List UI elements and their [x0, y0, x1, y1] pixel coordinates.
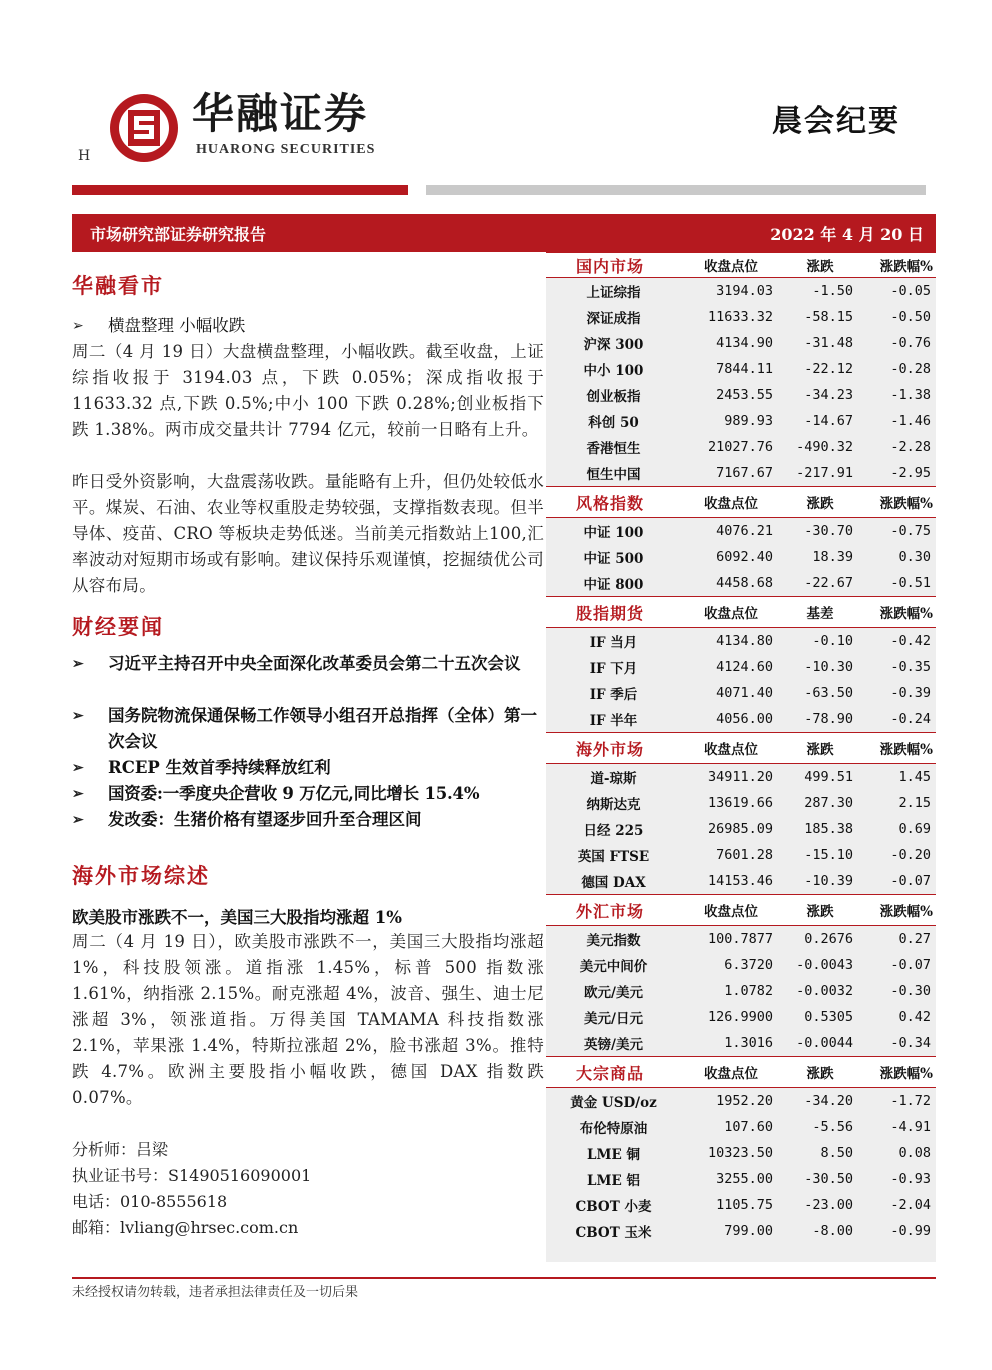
- cell-value: 7167.67: [716, 465, 773, 481]
- cell-value: 7844.11: [716, 361, 773, 377]
- header-red-bar: [72, 185, 408, 195]
- cell-value: 0.42: [898, 1009, 931, 1025]
- cell-value: 4071.40: [716, 685, 773, 701]
- cell-value: -22.12: [804, 361, 853, 377]
- table-row: [546, 1030, 936, 1056]
- table-column-header: 收盘点位: [704, 606, 758, 622]
- cell-value: 11633.32: [707, 309, 773, 325]
- cell-value: -2.95: [890, 465, 931, 481]
- cell-value: 0.5305: [804, 1009, 853, 1025]
- cell-value: 1.45: [898, 769, 931, 785]
- row-label: 中证 800: [583, 577, 644, 593]
- cell-value: -0.0043: [796, 957, 853, 973]
- cell-value: -1.50: [812, 283, 853, 299]
- table-row: [546, 1140, 936, 1166]
- cell-value: 287.30: [804, 795, 853, 811]
- cell-value: 21027.76: [707, 439, 773, 455]
- row-label: 布伦特原油: [579, 1121, 648, 1137]
- table-section-title: 国内市场: [576, 256, 645, 276]
- cell-value: -0.10: [812, 633, 853, 649]
- cell-value: -0.51: [890, 575, 931, 591]
- footer-divider: [72, 1277, 936, 1279]
- side-mark: H: [78, 148, 91, 164]
- bullet-arrow-icon: ➢: [72, 812, 84, 828]
- cell-value: -0.05: [890, 283, 931, 299]
- cell-value: -0.24: [890, 711, 931, 727]
- cell-value: -0.07: [890, 957, 931, 973]
- section-title-news: 财经要闻: [72, 614, 164, 639]
- cell-value: 4056.00: [716, 711, 773, 727]
- footer-disclaimer: 未经授权请勿转载，违者承担法律责任及一切后果: [72, 1285, 359, 1300]
- table-column-header: 涨跌幅%: [879, 606, 933, 622]
- cell-value: 4124.60: [716, 659, 773, 675]
- brand-name-cn: 华融证券: [192, 89, 369, 138]
- table-row: [546, 544, 936, 570]
- news-item: ➢ 发改委：生猪价格有望逐步回升至合理区间: [72, 807, 546, 833]
- row-label: IF 季后: [589, 687, 638, 703]
- cell-value: -10.39: [804, 873, 853, 889]
- table-row: [546, 978, 936, 1004]
- table-column-header: 涨跌幅%: [879, 1066, 933, 1082]
- news-item: ➢ 国务院物流保通保畅工作领导小组召开总指挥（全体）第一次会议: [72, 703, 546, 755]
- table-row: [546, 304, 936, 330]
- news-item: ➢ 国资委:一季度央企营收 9 万亿元,同比增长 15.4%: [72, 781, 552, 807]
- row-label: 上证综指: [586, 285, 641, 301]
- table-row: [546, 654, 936, 680]
- brand-name-en: HUARONG SECURITIES: [196, 142, 376, 157]
- cell-value: 4076.21: [716, 523, 773, 539]
- cell-value: -34.23: [804, 387, 853, 403]
- table-column-header: 涨跌: [806, 259, 834, 275]
- cell-value: -0.34: [890, 1035, 931, 1051]
- cell-value: -0.0032: [796, 983, 853, 999]
- table-section-title: 风格指数: [576, 493, 645, 513]
- cell-value: -0.07: [890, 873, 931, 889]
- table-row: [546, 278, 936, 304]
- table-column-header: 收盘点位: [704, 259, 758, 275]
- table-section-title: 大宗商品: [576, 1063, 645, 1083]
- cell-value: -217.91: [796, 465, 853, 481]
- cell-value: -63.50: [804, 685, 853, 701]
- table-row: [546, 570, 936, 596]
- row-label: CBOT 玉米: [575, 1225, 652, 1241]
- row-label: 创业板指: [586, 389, 641, 405]
- table-row: [546, 706, 936, 732]
- cell-value: 6092.40: [716, 549, 773, 565]
- cell-value: 4458.68: [716, 575, 773, 591]
- table-header-row: [546, 894, 936, 926]
- table-column-header: 涨跌: [806, 1066, 834, 1082]
- cell-value: -0.30: [890, 983, 931, 999]
- cell-value: -2.04: [890, 1197, 931, 1213]
- table-row: [546, 518, 936, 544]
- cell-value: -0.35: [890, 659, 931, 675]
- table-row: [546, 628, 936, 654]
- cell-value: 0.27: [898, 931, 931, 947]
- table-column-header: 涨跌幅%: [879, 904, 933, 920]
- table-row: [546, 1004, 936, 1030]
- cell-value: 126.9900: [707, 1009, 773, 1025]
- table-row: [546, 868, 936, 894]
- table-row: [546, 330, 936, 356]
- row-label: 美元/日元: [584, 1011, 643, 1027]
- table-column-header: 收盘点位: [704, 1066, 758, 1082]
- row-label: 纳斯达克: [586, 797, 641, 813]
- table-row: [546, 790, 936, 816]
- row-label: CBOT 小麦: [575, 1199, 652, 1215]
- table-row: [546, 1166, 936, 1192]
- cell-value: 0.30: [898, 549, 931, 565]
- table-row: [546, 1218, 936, 1244]
- cell-value: 185.38: [804, 821, 853, 837]
- table-row: [546, 816, 936, 842]
- table-section-title: 股指期货: [576, 603, 645, 623]
- news-item: ➢ RCEP 生效首季持续释放红利: [72, 755, 546, 781]
- table-column-header: 收盘点位: [704, 496, 758, 512]
- row-label: IF 当月: [589, 635, 638, 651]
- cell-value: 499.51: [804, 769, 853, 785]
- table-header-row: [546, 252, 936, 278]
- analyst-name: 分析师：吕梁: [72, 1140, 169, 1159]
- cell-value: 6.3720: [724, 957, 773, 973]
- table-column-header: 基差: [806, 606, 834, 622]
- table-column-header: 涨跌: [806, 742, 834, 758]
- cell-value: -0.39: [890, 685, 931, 701]
- table-row: [546, 1088, 936, 1114]
- banner-date: 2022 年 4 月 20 日: [770, 224, 924, 244]
- cell-value: -30.70: [804, 523, 853, 539]
- cell-value: -0.20: [890, 847, 931, 863]
- cell-value: -14.67: [804, 413, 853, 429]
- table-row: [546, 460, 936, 486]
- row-label: 中证 100: [583, 525, 644, 541]
- report-type-title: 晨会纪要: [772, 104, 900, 139]
- cell-value: 0.2676: [804, 931, 853, 947]
- row-label: 黄金 USD/oz: [570, 1095, 657, 1111]
- analyst-cert: 执业证书号：S1490516090001: [72, 1166, 312, 1185]
- table-row: [546, 926, 936, 952]
- cell-value: -0.76: [890, 335, 931, 351]
- cell-value: -30.50: [804, 1171, 853, 1187]
- table-section-title: 外汇市场: [576, 901, 645, 921]
- bullet-arrow-icon: ➢: [72, 760, 84, 776]
- cell-value: 1105.75: [716, 1197, 773, 1213]
- analyst-phone: 电话：010-8555618: [72, 1192, 228, 1211]
- cell-value: -1.38: [890, 387, 931, 403]
- table-column-header: 收盘点位: [704, 904, 758, 920]
- cell-value: 4134.90: [716, 335, 773, 351]
- cell-value: 1.0782: [724, 983, 773, 999]
- cell-value: 2.15: [898, 795, 931, 811]
- cell-value: -4.91: [890, 1119, 931, 1135]
- overseas-paragraph: 周二（4 月 19 日），欧美股市涨跌不一，美国三大股指均涨超 1%，科技股领涨。道指涨 1.45%，标普 500 指数涨 1.61%，纳指涨 2.15%。耐克涨超 4%，波音、强生、迪士尼涨超 3%，领涨道指。万得美国 TAMAMA 科技指数涨 2.1%，苹果涨 1.4%，特斯拉涨超 2%，脸书涨超 3%。推特跌 4.7%。欧洲主要股指小幅收跌，德国 DAX 指数跌 0.07%。: [72, 932, 544, 1107]
- header-gray-bar: [426, 185, 926, 195]
- row-label: 美元指数: [586, 933, 641, 949]
- market-view-headline: ➢ 横盘整理 小幅收跌: [72, 313, 546, 339]
- cell-value: 989.93: [724, 413, 773, 429]
- cell-value: 10323.50: [707, 1145, 773, 1161]
- cell-value: -31.48: [804, 335, 853, 351]
- row-label: 科创 50: [588, 415, 639, 431]
- table-row: [546, 952, 936, 978]
- table-column-header: 涨跌: [806, 904, 834, 920]
- row-label: IF 下月: [589, 661, 638, 677]
- table-row: [546, 408, 936, 434]
- row-label: 英国 FTSE: [577, 849, 650, 865]
- row-label: 中小 100: [583, 363, 644, 379]
- table-row: [546, 1192, 936, 1218]
- table-column-header: 涨跌幅%: [879, 259, 933, 275]
- cell-value: -23.00: [804, 1197, 853, 1213]
- cell-value: -0.50: [890, 309, 931, 325]
- table-header-row: [546, 486, 936, 518]
- table-column-header: 涨跌: [806, 496, 834, 512]
- row-label: 恒生中国: [586, 467, 641, 483]
- cell-value: -78.90: [804, 711, 853, 727]
- section-title-overseas: 海外市场综述: [72, 863, 210, 888]
- huarong-logo-icon: [108, 92, 180, 164]
- cell-value: -1.72: [890, 1093, 931, 1109]
- cell-value: 100.7877: [707, 931, 773, 947]
- row-label: IF 半年: [589, 713, 638, 729]
- table-row: [546, 434, 936, 460]
- cell-value: 4134.80: [716, 633, 773, 649]
- table-header-row: [546, 732, 936, 764]
- cell-value: 18.39: [812, 549, 853, 565]
- cell-value: 13619.66: [707, 795, 773, 811]
- cell-value: -5.56: [812, 1119, 853, 1135]
- table-column-header: 涨跌幅%: [879, 496, 933, 512]
- overseas-subtitle: 欧美股市涨跌不一，美国三大股指均涨超 1%: [72, 908, 402, 927]
- cell-value: 8.50: [820, 1145, 853, 1161]
- cell-value: 1952.20: [716, 1093, 773, 1109]
- cell-value: 0.08: [898, 1145, 931, 1161]
- cell-value: 107.60: [724, 1119, 773, 1135]
- table-row: [546, 764, 936, 790]
- cell-value: -2.28: [890, 439, 931, 455]
- table-header-row: [546, 596, 936, 628]
- table-column-header: 收盘点位: [704, 742, 758, 758]
- table-row: [546, 382, 936, 408]
- bullet-arrow-icon: ➢: [72, 708, 84, 724]
- table-row: [546, 356, 936, 382]
- row-label: 日经 225: [583, 823, 644, 839]
- report-banner: [72, 214, 936, 252]
- row-label: 德国 DAX: [581, 875, 646, 891]
- table-row: [546, 680, 936, 706]
- cell-value: -0.0044: [796, 1035, 853, 1051]
- cell-value: -0.93: [890, 1171, 931, 1187]
- cell-value: 799.00: [724, 1223, 773, 1239]
- cell-value: 7601.28: [716, 847, 773, 863]
- section-title-market-view: 华融看市: [72, 273, 164, 298]
- row-label: 英镑/美元: [584, 1037, 643, 1053]
- table-row: [546, 1114, 936, 1140]
- market-view-paragraph-2: 昨日受外资影响，大盘震荡收跌。量能略有上升，但仍处较低水平。煤炭、石油、农业等权重股走势较强，支撑指数表现。但半导体、疫苗、CRO 等板块走势低迷。当前美元指数站上100,汇率波动对短期市场或有影响。建议保持乐观谨慎，挖掘绩优公司从容布局。: [72, 472, 544, 595]
- row-label: 沪深 300: [583, 337, 644, 353]
- table-header-row: [546, 1056, 936, 1088]
- row-label: 香港恒生: [586, 441, 641, 457]
- bullet-arrow-icon: ➢: [72, 318, 84, 334]
- row-label: 美元中间价: [579, 959, 648, 975]
- bullet-arrow-icon: ➢: [72, 656, 84, 672]
- cell-value: -34.20: [804, 1093, 853, 1109]
- cell-value: -1.46: [890, 413, 931, 429]
- cell-value: 0.69: [898, 821, 931, 837]
- market-view-paragraph-1: 周二（4 月 19 日）大盘横盘整理，小幅收跌。截至收盘，上证综指收报于 3194.03 点，下跌 0.05%；深成指收报于 11633.32 点,下跌 0.5%;中小 100 下跌 0.28%;创业板指下跌 1.38%。两市成交量共计 7794 亿元，较前一日略有上升。: [72, 342, 544, 439]
- table-row: [546, 842, 936, 868]
- cell-value: -10.30: [804, 659, 853, 675]
- row-label: LME 铝: [587, 1173, 640, 1189]
- cell-value: -22.67: [804, 575, 853, 591]
- cell-value: 26985.09: [707, 821, 773, 837]
- row-label: 道-琼斯: [590, 771, 637, 787]
- cell-value: -490.32: [796, 439, 853, 455]
- cell-value: 2453.55: [716, 387, 773, 403]
- cell-value: 1.3016: [724, 1035, 773, 1051]
- cell-value: -58.15: [804, 309, 853, 325]
- cell-value: -0.28: [890, 361, 931, 377]
- table-section-title: 海外市场: [576, 739, 645, 759]
- cell-value: -0.42: [890, 633, 931, 649]
- analyst-email: 邮箱：lvliang@hrsec.com.cn: [72, 1218, 299, 1237]
- cell-value: -8.00: [812, 1223, 853, 1239]
- table-column-header: 涨跌幅%: [879, 742, 933, 758]
- cell-value: -0.75: [890, 523, 931, 539]
- row-label: 欧元/美元: [584, 985, 643, 1001]
- cell-value: 14153.46: [707, 873, 773, 889]
- cell-value: 34911.20: [707, 769, 773, 785]
- cell-value: -15.10: [804, 847, 853, 863]
- bullet-arrow-icon: ➢: [72, 786, 84, 802]
- cell-value: 3194.03: [716, 283, 773, 299]
- row-label: LME 铜: [587, 1147, 640, 1163]
- cell-value: 3255.00: [716, 1171, 773, 1187]
- row-label: 中证 500: [583, 551, 644, 567]
- news-item: ➢ 习近平主持召开中央全面深化改革委员会第二十五次会议: [72, 651, 546, 677]
- banner-department: 市场研究部证券研究报告: [90, 224, 267, 244]
- cell-value: -0.99: [890, 1223, 931, 1239]
- row-label: 深证成指: [586, 311, 641, 327]
